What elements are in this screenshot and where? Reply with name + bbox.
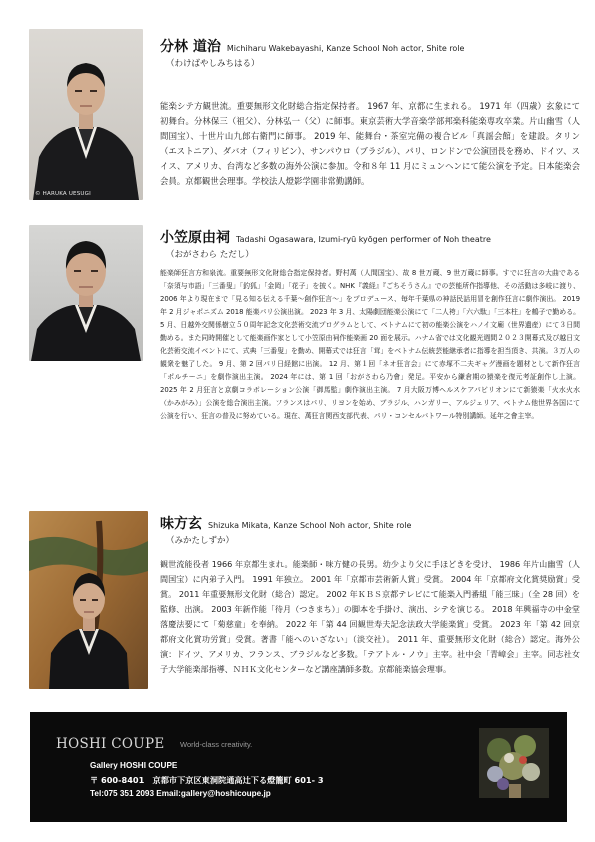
gallery-tagline: World-class creativity. [180, 740, 253, 749]
flower-arrangement-image [479, 728, 549, 798]
artist-name-en: Tadashi Ogasawara, Izumi-ryū kyōgen performer of Noh theatre [236, 235, 491, 244]
artist-photo-wakebayashi [29, 29, 143, 200]
artist-name-ja: 味方玄 [160, 516, 202, 532]
gallery-contact: Tel:075 351 2093 Email:gallery@hoshicoupe.jp [90, 789, 271, 798]
artist-photo-mikata [29, 511, 148, 689]
gallery-logo: HOSHI COUPE [56, 736, 165, 752]
artist-name-line [160, 513, 411, 533]
photo-credit: © HARUKA UESUGI [35, 191, 91, 197]
artist-name-ja: 小笠原由祠 [160, 230, 230, 246]
artist-name-line [160, 36, 464, 56]
artist-name-kana: （みかたしずか） [166, 536, 235, 546]
artist-name-en: Shizuka Mikata, Kanze School Noh actor, Shite role [208, 521, 412, 530]
artist-bio: 能楽師狂言方和泉流。重要無形文化財総合指定保持者。野村萬（人間国宝）、故 8 世万蔵、9 世万蔵に師事。すでに狂言の大曲である「奈須与市語」「三番叟」「釣狐」「金岡」「花子」を披く。NHK『義経』『ごちそうさん』での芸能所作指導他、その活動は多岐に渡り、 2006 年より現在まで「見る知る伝える千葉～創作狂言～」をプロデュース、毎年千葉県の神話民話用冒を創作狂言に劇作演出。 2019 年 2 月ジャポニズム 2018 能楽パリ公演出演。 2023 年 3 月、太陽劇団能楽公演にて「二人袴」「六六駄」「三本柱」を鶴子で勤める。 5 月、日越外交関係樹立５０周年記念文化芸術交流プログラムとして、ベトナムにて初の能楽公演をハノイ文廟（世界遺産）にて３日間勤める。また同時開催として能楽画作家として小笠原由祠作能楽画 20 面を展示。ハナム省では文化観光週間２０２３開幕式及び越日文化芸術交流イベントにて、式典「三番叟」を勤め、開幕式では狂言「茸」をベトナム伝統芸能継承者に指導を担当頂き、共演。３万人の観衆を魅了した。 9 月、第 2 回パリ日経館に出演。 12 月、第１回「ネオ狂言会」にて赤塚不二夫ギャグ漫画を題材として新作狂言「ポルチーニ」を劇作演出主演。 2024 年には、第 1 回「おがさわら乃會」発足。平安から鎌倉期の猿楽を復元考証創作し上演。 2025 年 2 月狂言と京劇コラボレーション公演「御馬監」劇作演出主演。 7 月大阪万博ヘルスケアパビリオンにて新猿楽「火水火水（かみがみ）」公演を総合演出主演。フランスはパリ、リヨンを始め、ブラジル、ハンガリー、アルジェリア、ベトナム他世界各国にて公演を行い、狂言の普及に努めている。現在、萬狂言関西支部代表、パリ・コンセルバトワール特別講師。延年之會主宰。 [160, 269, 580, 420]
gallery-footer [30, 712, 567, 822]
artist-name-ja: 分林 道治 [160, 39, 221, 55]
artist-bio: 観世流能役者 1966 年京都生まれ。能楽師・味方健の長男。幼少より父に手ほどきを受け、 1986 年片山幽雪（人間国宝）に内弟子入門。 1991 年独立。 2001 年「京都市芸術新人賞」受賞。 2004 年「京都府文化賞奨励賞」受賞。 2011 年重要無形文化財（総合）認定。 2002 年ＫＢＳ京都テレビにて能楽入門番組「能三昧」（全 28 回）を監修、出演。 2003 年新作能「待月（つきまち）」の脚本を手掛け、演出、シテを演じる。 2018 年興福寺の中金堂落慶法要にて「菊慈童」を奉納。 2022 年「第 44 回観世寿夫記念法政大学能楽賞」受賞。 2023 年「第 42 回京都府文化賞功労賞」受賞。著書「能へのいざない」（淡交社）。 2011 年、重要無形文化財（総合）認定。海外公演：ドイツ、アメリカ、フランス、ブラジルなど多数。「テアトル・ノウ」主宰。社中会「青嶂会」主宰。同志社女子大学能楽部指導、ＮＨＫ文化センターなど講座講師多数。京都能楽協会理事。 [160, 559, 580, 674]
gallery-name: Gallery HOSHI COUPE [90, 761, 178, 770]
artist-name-kana: （わけばやしみちはる） [166, 59, 260, 69]
artist-bio: 能楽シテ方観世流。重要無形文化財総合指定保持者。 1967 年、京都に生まれる。 1971 年（四歳）玄象にて初舞台。分林保三（祖父）、分林弘一（父）に師事。東京芸術大学音楽学部邦楽科能楽専攻卒業。片山幽雪（人間国宝）、十世片山九郎右衛門に師事。 2019 年、能舞台・茶室完備の複合ビル「真謡会館」を建設。タリン（エストニア）、ダバオ（フィリピン）、サンパウロ（ブラジル）、パリ、ロンドンで公演団長を務め、ドイツ、スイス、アメリカ、台湾など多数の海外公演に参加。令和８年 11 月にミュンヘンにて能公演を予定。日本能楽会会員。京都観世会理事。学校法人燈影学園非常勤講師。 [160, 101, 580, 186]
artist-name-en: Michiharu Wakebayashi, Kanze School Noh actor, Shite role [226, 44, 465, 53]
artist-name-kana: （おがさわら ただし） [166, 250, 254, 260]
gallery-address: 〒 600-8401 京都市下京区東洞院通高辻下る燈籠町 601- 3 [90, 775, 324, 785]
artist-photo-ogasawara [29, 225, 143, 361]
artist-name-line [160, 227, 491, 247]
